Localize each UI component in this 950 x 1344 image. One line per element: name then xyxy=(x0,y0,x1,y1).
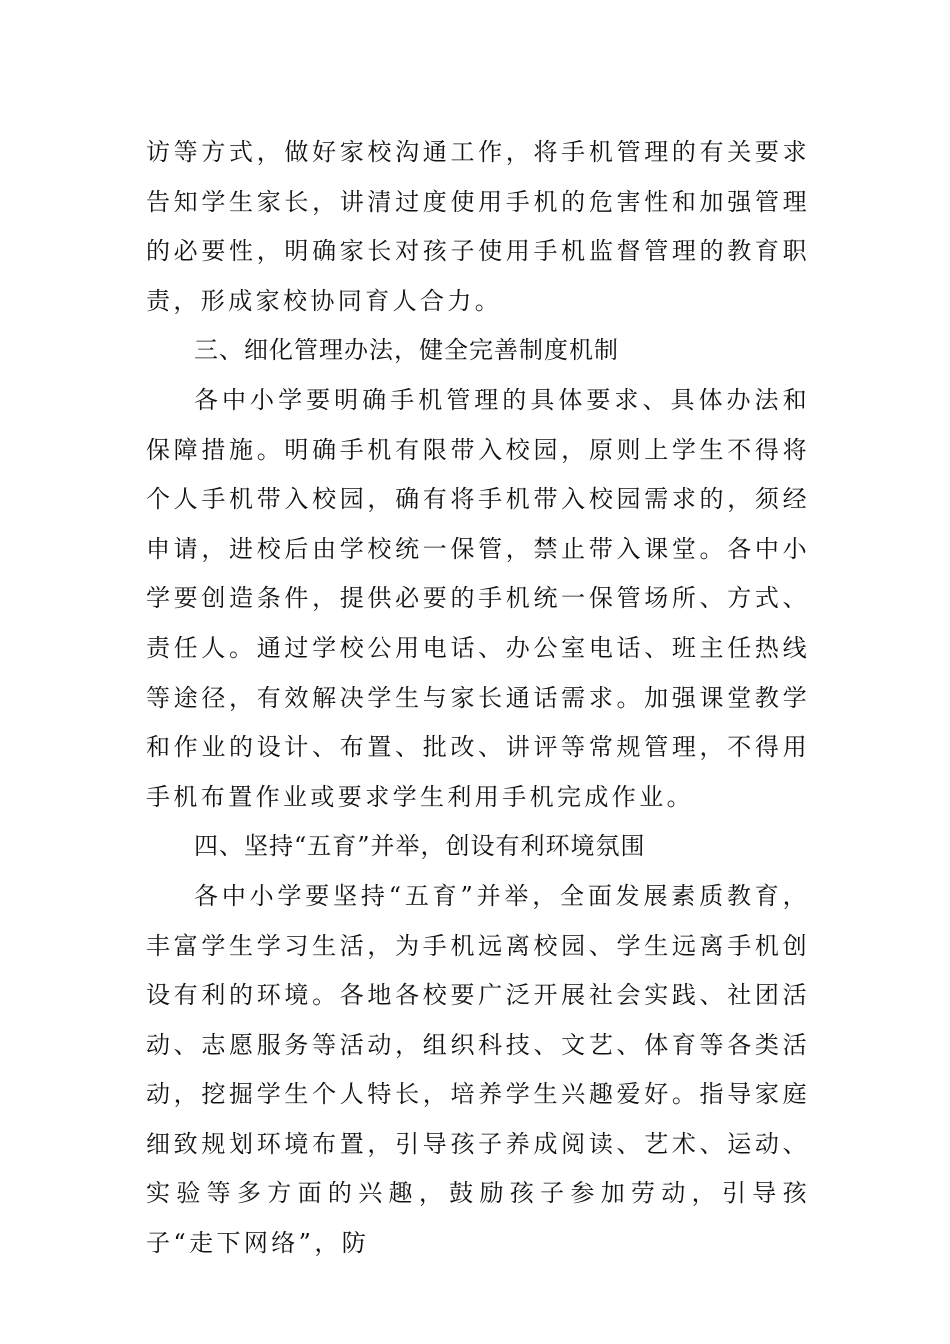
paragraph-section-3: 各中小学要明确手机管理的具体要求、具体办法和保障措施。明确手机有限带入校园，原则上学生不得将个人手机带入校园，确有将手机带入校园需求的，须经申请，进校后由学校统一保管，禁止带入课堂。各中小学要创造条件，提供必要的手机统一保管场所、方式、责任人。通过学校公用电话、办公室电话、班主任热线等途径，有效解决学生与家长通话需求。加强课堂教学和作业的设计、布置、批改、讲评等常规管理，不得用手机布置作业或要求学生利用手机完成作业。 xyxy=(146,385,810,811)
document-body xyxy=(146,128,810,1269)
paragraph-section-4: 各中小学要坚持“五育”并举，全面发展素质教育，丰富学生学习生活，为手机远离校园、学生远离手机创设有利的环境。各地各校要广泛开展社会实践、社团活动、志愿服务等活动，组织科技、文艺、体育等各类活动，挖掘学生个人特长，培养学生兴趣爱好。指导家庭细致规划环境布置，引导孩子养成阅读、艺术、运动、实验等多方面的兴趣，鼓励孩子参加劳动，引导孩子“走下网络”，防 xyxy=(146,881,810,1258)
paragraph-continuation: 访等方式，做好家校沟通工作，将手机管理的有关要求告知学生家长，讲清过度使用手机的危害性和加强管理的必要性，明确家长对孩子使用手机监督管理的教育职责，形成家校协同育人合力。 xyxy=(146,138,810,315)
section-heading-3: 三、细化管理办法，健全完善制度机制 xyxy=(194,336,619,365)
section-heading-4: 四、坚持“五育”并举，创设有利环境氛围 xyxy=(194,832,646,861)
